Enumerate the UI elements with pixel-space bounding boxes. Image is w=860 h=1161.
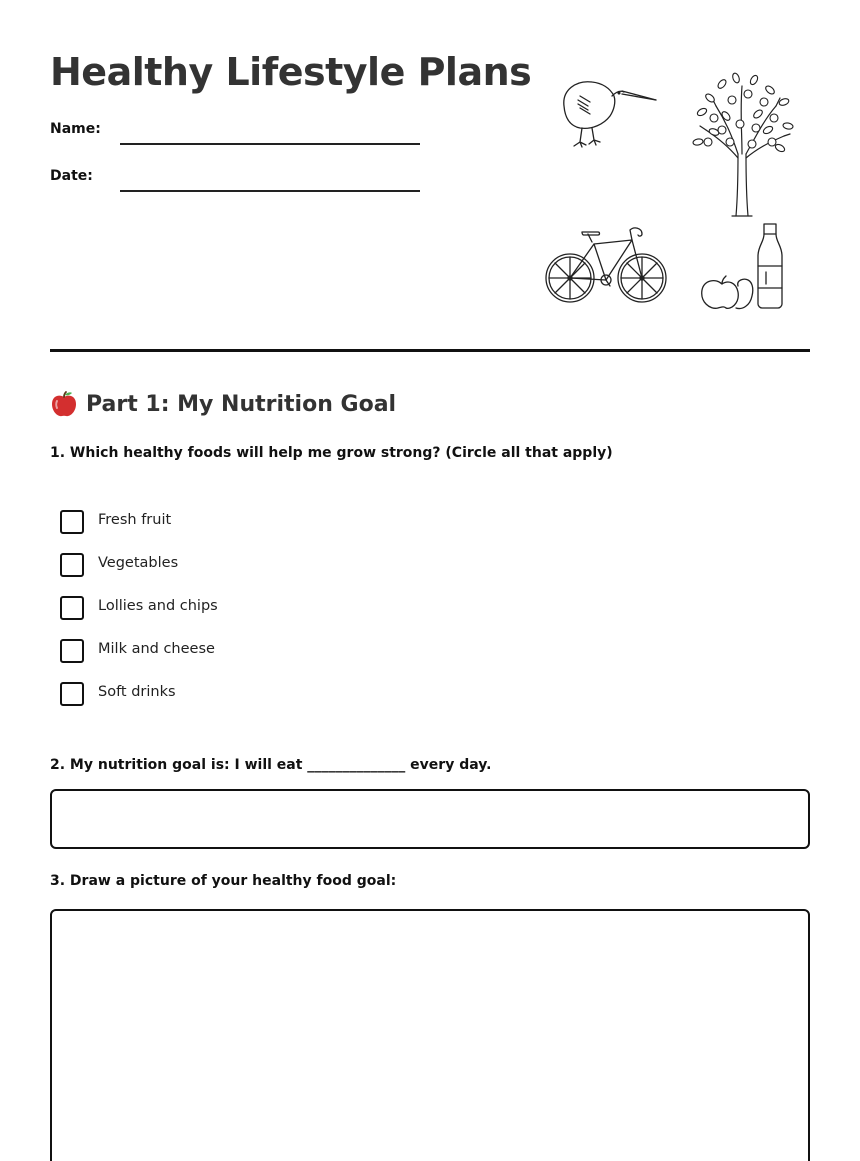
header-divider <box>50 349 810 352</box>
food-options-list <box>60 510 460 725</box>
kiwi-bird-icon <box>556 76 660 152</box>
date-label: Date: <box>50 168 93 184</box>
date-field[interactable] <box>120 190 420 192</box>
option-label: Fresh fruit <box>98 512 172 528</box>
option-milk-and-cheese <box>60 639 460 682</box>
option-soft-drinks <box>60 682 460 725</box>
option-label: Soft drinks <box>98 684 176 700</box>
option-label: Milk and cheese <box>98 641 215 657</box>
name-field-row <box>50 118 430 148</box>
page-title: Healthy Lifestyle Plans <box>50 50 532 94</box>
option-fresh-fruit <box>60 510 460 553</box>
question-1: 1. Which healthy foods will help me grow strong? (Circle all that apply) <box>50 445 613 461</box>
checkbox-soft-drinks[interactable] <box>60 682 84 706</box>
option-lollies-and-chips <box>60 596 460 639</box>
drawing-area[interactable] <box>50 909 810 1161</box>
checkbox-lollies-and-chips[interactable] <box>60 596 84 620</box>
name-label: Name: <box>50 121 101 137</box>
fruit-tree-icon <box>692 72 796 218</box>
worksheet-page <box>50 0 810 1161</box>
checkbox-fresh-fruit[interactable] <box>60 510 84 534</box>
question-2: 2. My nutrition goal is: I will eat ______________ every day. <box>50 757 492 773</box>
date-field-row <box>50 165 430 195</box>
question-3: 3. Draw a picture of your healthy food goal: <box>50 873 397 889</box>
bicycle-icon <box>544 222 670 310</box>
option-label: Lollies and chips <box>98 598 218 614</box>
header-illustrations <box>540 72 810 317</box>
apple-icon <box>50 390 78 418</box>
option-label: Vegetables <box>98 555 179 571</box>
option-vegetables <box>60 553 460 596</box>
checkbox-vegetables[interactable] <box>60 553 84 577</box>
apples-and-water-bottle-icon <box>700 222 804 312</box>
nutrition-goal-input[interactable] <box>50 789 810 849</box>
name-field[interactable] <box>120 143 420 145</box>
part1-heading <box>50 388 396 420</box>
part1-heading-text: Part 1: My Nutrition Goal <box>86 391 397 417</box>
checkbox-milk-and-cheese[interactable] <box>60 639 84 663</box>
